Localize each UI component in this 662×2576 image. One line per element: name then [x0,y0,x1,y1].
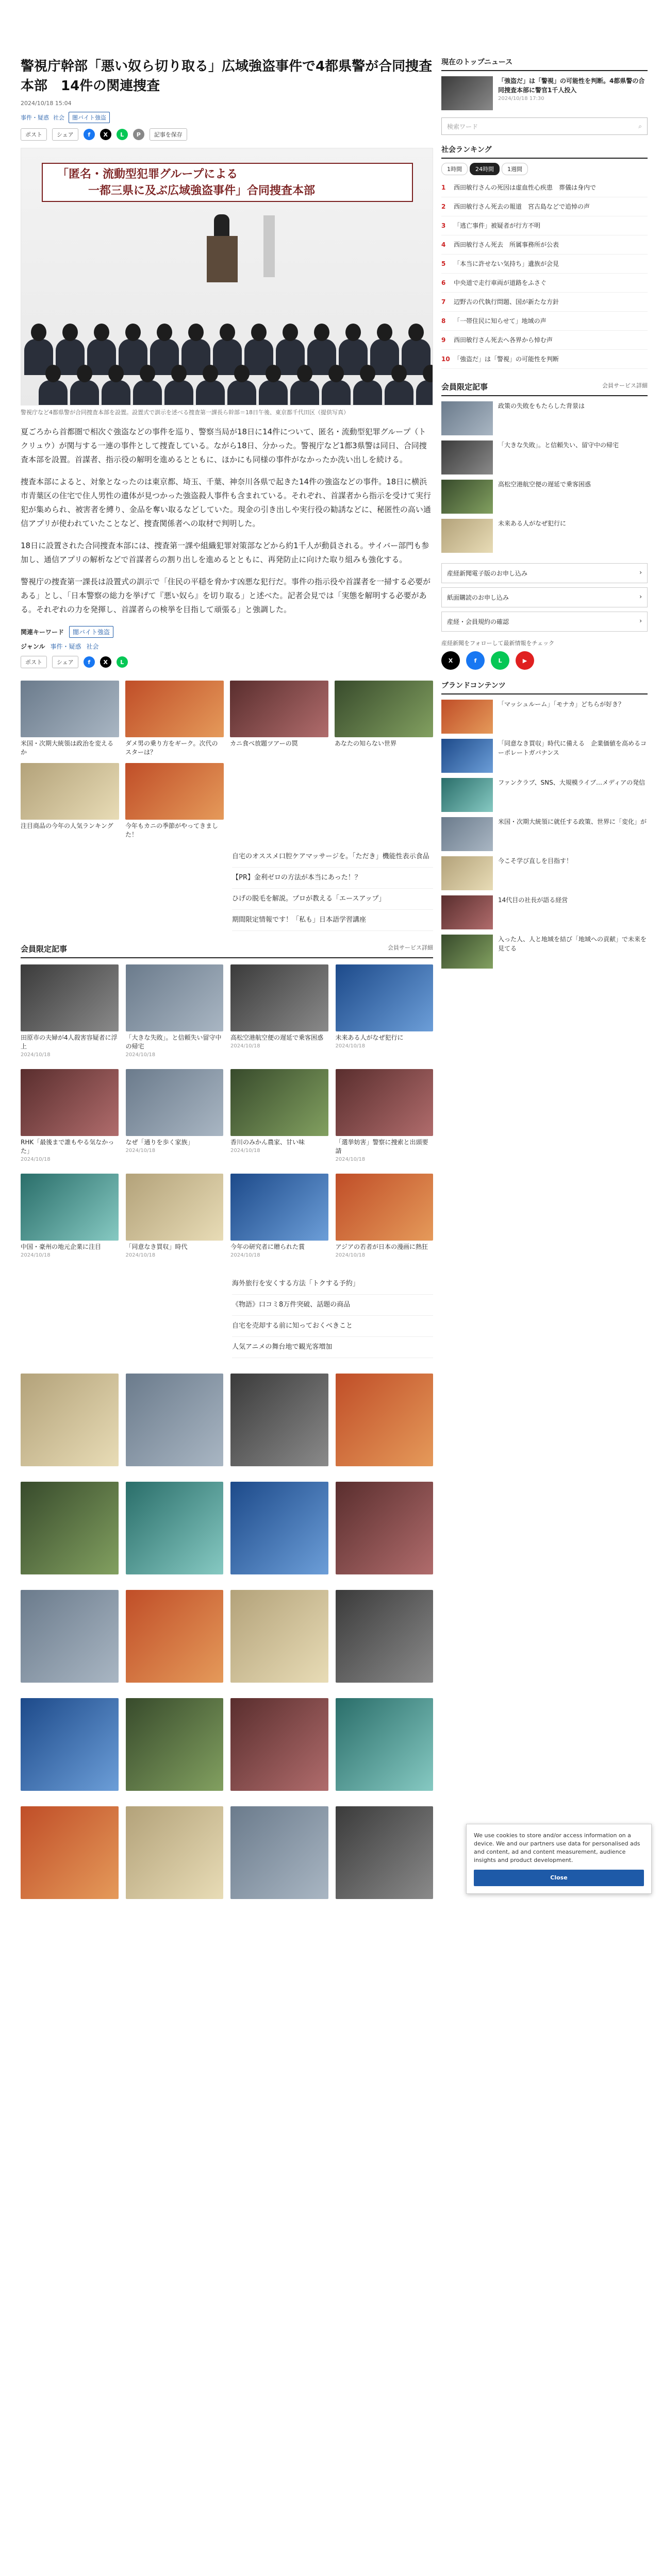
product-grid [21,1374,433,1466]
ranking-item[interactable]: 7 辺野古の代執行問題、国が新たな方針 [441,293,648,312]
member-title: 会員限定記事 [441,382,488,392]
ranking-tab[interactable]: 1週間 [502,163,528,175]
line-icon[interactable]: L [117,129,128,140]
member-heading [441,381,648,396]
line-icon[interactable]: L [117,656,128,668]
rec-caption: 今年の研究者に贈られた賞 [230,1243,305,1250]
article-meta [21,100,433,107]
product-grid-3 [21,1590,433,1683]
save-article-button[interactable]: 記事を保存 [150,128,187,141]
rec-date: 2024/10/18 [230,1043,260,1049]
follow-label: 産経新聞をフォローして最新情報をチェック [441,640,555,647]
category-link-2[interactable]: 社会 [53,114,64,121]
recommended-row-2 [21,1069,433,1162]
article-body [21,425,433,617]
brand-card[interactable]: 「同意なき買収」時代に備える 企業価値を高めるコーポレートガバナンス [441,739,648,773]
ranking-item[interactable]: 6 中央道で走行車両が道路をふさぐ [441,274,648,293]
hero-banner [42,163,413,202]
rec-card[interactable] [21,964,119,1058]
recommended-more-link[interactable]: 会員サービス詳細 [388,944,433,951]
product-thumb[interactable] [21,1698,119,1791]
banner-line-1: 「匿名・流動型犯罪グループによる [57,167,238,181]
rec-caption: 「選挙妨害」警察に捜索と出頭要請 [335,1139,428,1155]
audience-head [345,324,361,341]
audience-head [77,365,92,382]
post-button-bottom[interactable]: ポスト [21,656,47,668]
related-thumb [125,763,224,820]
top-news-card[interactable] [441,76,648,110]
facebook-icon[interactable]: f [84,129,95,140]
paragraph-3: 18日に設置された合同捜査本部には、捜査第一課や組織犯罪対策部などから約1千人が動員される。サイバー部門も参加し、通信アプリの解析などで首謀者らの割り出しを進めるとともに、再発防止に向けた取り組みも強化する。 [21,541,429,564]
text-list-item[interactable]: 海外旅行を安くする方法「トクする予約」 [232,1274,433,1295]
audience-head [125,324,141,341]
member-card[interactable]: 「大きな失敗」。と信頼失い、留守中の帰宅 [441,440,648,474]
related-thumb [125,681,224,737]
product-thumb[interactable] [21,1374,119,1466]
ranking-list [441,178,648,369]
share-button-bottom[interactable]: シェア [52,656,78,668]
related-item[interactable] [21,763,119,839]
x-icon[interactable]: X [100,656,111,668]
text-ad-item[interactable]: 自宅のオススメ口腔ケアマッサージを。「ただき」機能性表示食品 [232,846,433,868]
post-button[interactable]: ポスト [21,128,47,141]
text-ad-item[interactable]: ひげの脱毛を解説。プロが教える「エースアップ」 [232,889,433,910]
brand-card[interactable]: 14代目の社長が語る経営 [441,895,648,929]
ranking-tab[interactable]: 24時間 [470,163,500,175]
genre-label: ジャンル [21,643,45,650]
audience-body [322,380,351,405]
related-item[interactable] [125,681,224,757]
audience-head [108,365,124,382]
audience-body [164,380,193,405]
related-caption: ダメ男の乗り方をギーク。次代のスターは？ [125,740,218,756]
top-news-date: 2024/10/18 17:30 [498,96,544,101]
print-icon[interactable]: P [133,129,144,140]
ranking-item[interactable]: 3 「逃亡事件」被疑者が行方不明 [441,216,648,235]
rec-caption: 高松空港航空便の遅延で乗客困惑 [230,1034,324,1041]
top-news-title: 「強盗だ」は「警視」の可能性を判断。4都県警の合同捜査本部に警官1千人投入 [498,77,645,94]
product-thumb[interactable] [336,1698,434,1791]
rec-caption: 未来ある人がなぜ犯行に [335,1034,404,1041]
related-thumb [230,681,328,737]
text-ad-item[interactable]: 【PR】金利ゼロの方法が本当にあった！？ [232,868,433,889]
recommended-row-1 [21,964,433,1058]
related-caption: 注目商品の今年の人気ランキング [21,822,113,829]
x-icon[interactable]: X [100,129,111,140]
rec-card[interactable] [126,964,224,1058]
sidebar-link[interactable]: 紙面購読のお申し込み › [441,587,648,607]
banner-line-2: 一都三県に及ぶ広域強盗事件」合同捜査本部 [88,184,316,197]
paragraph-1: 夏ごろから首都圏で相次ぐ強盗などの事件を巡り、警察当局が18日に14件について、匿名・流動型犯罪グループ（トクリュウ）が関与する一連の事件として捜査している。ながら18日、分かった。警視庁など1都3県警は同日、合同捜査本部を設置。首謀者、指示役の解明を進めるとともに、ほかにも同様の事件がなかったか洗い出しを続ける。 [21,427,427,464]
hero-photo [21,148,433,405]
related-thumb [335,681,433,737]
rec-caption: RHK「最後まで誰もやる気なかった」 [21,1139,114,1155]
related-caption: 今年もカニの季節がやってきました！ [125,822,219,838]
product-thumb[interactable] [230,1698,328,1791]
audience-body [385,380,413,405]
text-list-item[interactable]: 自宅を売却する前に知っておくべきこと [232,1316,433,1337]
article-date: 2024/10/18 15:04 [21,100,72,107]
facebook-icon[interactable]: f [84,656,95,668]
product-thumb[interactable] [126,1374,224,1466]
audience-head [45,365,61,382]
recommended-row-3 [21,1174,433,1258]
rec-card[interactable] [336,1069,434,1162]
rec-date: 2024/10/18 [335,1252,366,1258]
share-bar [21,128,433,141]
audience-head [360,365,375,382]
product-thumb[interactable] [336,1806,434,1899]
rec-caption: アジアの若者が日本の漫画に熱狂 [335,1243,428,1250]
audience-body [196,380,225,405]
related-caption: カニ食べ放題ツアーの罠 [230,740,298,747]
member-card[interactable]: 政策の失敗をもたらした背景は [441,401,648,435]
sidebar-link[interactable]: 産経・会員規約の確認 › [441,612,648,632]
ranking-item[interactable]: 1 西田敏行さんの死因は虚血性心疾患 葬儀は身内で [441,178,648,197]
flag-stand [263,215,275,277]
cookie-banner [466,1824,652,1894]
sns-row [441,651,648,670]
related-item[interactable] [230,681,328,757]
ranking-item[interactable]: 2 西田敏行さん死去の報道 宮古島などで追悼の声 [441,197,648,216]
main-column [21,57,433,1899]
recommended-heading [21,943,433,958]
article-tag[interactable]: 闇バイト強盗 [69,112,110,123]
related-item[interactable] [335,681,433,757]
ranking-heading: 社会ランキング [441,144,648,159]
rec-caption: 田原市の夫婦が4人殺害容疑者に浮上 [21,1034,118,1050]
rec-date: 2024/10/18 [125,1052,156,1058]
product-thumb[interactable] [21,1806,119,1899]
keyword-label: 関連キーワード [21,629,64,636]
rec-card[interactable] [126,1174,224,1258]
related-grid [21,681,433,839]
ranking-item[interactable]: 8 「一帯住民に知らせて」地域の声 [441,312,648,331]
product-grid-4 [21,1698,433,1791]
product-thumb[interactable] [230,1590,328,1683]
paragraph-2: 捜査本部によると、対象となったのは東京都、埼玉、千葉、神奈川各県で起きた14件の強盗などの事件。18日に横浜市青葉区の住宅で住人男性の遺体が見つかった強盗殺人事件も含まれている。それぞれ、首謀者から指示を受けて実行犯が集められ、被害者を縛り、金品を奪い取るなどしていた。現金の引き出しや実行役の勧誘などに、秘匿性の高い通信アプリが使われていたことなど、捜査関係者への取材で判明した。 [21,477,431,528]
ranking-item[interactable]: 5 「本当に許せない気持ち」遺族が会見 [441,255,648,274]
ranking-item[interactable]: 4 西田敏行さん死去 所属事務所が公表 [441,235,648,255]
recommended-title: 会員限定記事 [21,944,68,954]
sidebar-links [441,563,648,632]
genre-link-1[interactable]: 事件・疑惑 [50,643,81,650]
rec-date: 2024/10/18 [125,1252,156,1258]
cookie-close-button[interactable]: Close [474,1870,644,1886]
audience-head [251,324,267,341]
ranking-item[interactable]: 9 西田敏行さん死去へ各界から悼む声 [441,331,648,350]
rec-date: 2024/10/18 [335,1043,366,1049]
product-thumb[interactable] [336,1374,434,1466]
rec-caption: 中国・豪州の地元企業に注目 [21,1243,102,1250]
ranking-item[interactable]: 10 「強盗だ」は「警視」の可能性を判断 [441,350,648,369]
audience-body [227,380,256,405]
text-ad-item[interactable]: 期間限定情報です！「私も」日本語学習講座 [232,910,433,931]
audience-head [328,365,344,382]
related-item[interactable] [21,681,119,757]
sidebar-link[interactable]: 産経新聞電子版のお申し込み › [441,563,648,583]
audience [21,303,433,405]
product-thumb[interactable] [126,1806,224,1899]
rec-card[interactable] [336,964,434,1058]
related-caption: 米国・次期大統領は政治を変えるか [21,740,114,756]
recommended-section [21,943,433,1258]
product-grid-5 [21,1806,433,1899]
audience-head [391,365,407,382]
related-thumb [21,681,119,737]
podium [207,236,238,282]
product-thumb[interactable] [230,1806,328,1899]
related-item[interactable] [125,763,224,839]
audience-head [408,324,424,341]
product-thumb[interactable] [336,1482,434,1574]
top-news-heading: 現在のトップニュース [441,57,648,71]
rec-card[interactable] [336,1174,434,1258]
brand-card[interactable]: 米国・次期大統領に就任する政策、世界に「変化」が [441,817,648,851]
text-list-item[interactable]: 《物語》口コミ8万件突破、話題の商品 [232,1295,433,1316]
keyword-tag[interactable]: 闇バイト強盗 [69,626,113,638]
rec-date: 2024/10/18 [230,1148,260,1154]
rec-card[interactable] [230,1069,328,1162]
rec-caption: 香川のみかん農家、甘い味 [230,1139,305,1146]
audience-head [377,324,392,341]
category-row [21,112,433,123]
rec-card[interactable] [230,964,328,1058]
genre-link-2[interactable]: 社会 [86,643,99,650]
text-list-item[interactable]: 人気アニメの舞台地で観光客増加 [232,1337,433,1358]
facebook-icon[interactable]: f [466,651,485,670]
sidebar [441,57,648,969]
rec-date: 2024/10/18 [125,1148,156,1154]
rec-card[interactable] [21,1174,119,1258]
share-button[interactable]: シェア [52,128,78,141]
rec-caption: 「同意なき買収」時代 [125,1243,188,1250]
rec-caption: なぜ「通りを歩く家族」 [125,1139,194,1146]
product-grid-2 [21,1482,433,1574]
rec-date: 2024/10/18 [21,1157,51,1162]
audience-body [353,380,382,405]
rec-date: 2024/10/18 [230,1252,260,1258]
ranking-tabs [441,163,648,175]
brand-card[interactable]: 今こそ学び直しを目指す！ [441,856,648,890]
rec-card[interactable] [126,1069,224,1162]
member-card[interactable]: 高松空港航空便の遅延で乗客困惑 [441,480,648,514]
audience-head [171,365,187,382]
audience-head [62,324,78,341]
audience-head [314,324,329,341]
rec-date: 2024/10/18 [21,1252,51,1258]
audience-head [423,365,433,382]
member-more-link[interactable]: 会員サービス詳細 [602,382,648,389]
youtube-icon[interactable]: ▶ [516,651,534,670]
photo-caption: 警視庁など4都県警が合同捜査本部を設置。設置式で訓示を述べる捜査第一課長ら幹部＝18日午後、東京都千代田区（提供写真） [21,409,349,416]
related-thumb [21,763,119,820]
brand-card[interactable]: 「マッシュルーム」「モナカ」どちらが好き？ [441,700,648,734]
related-caption: あなたの知らない世界 [335,740,397,747]
more-text-list [21,1274,433,1358]
ranking-tab[interactable]: 1時間 [441,163,468,175]
audience-head [203,365,218,382]
cookie-text: We use cookies to store and/or access information on a device. We and our partners use data for personalised ads and content, ad and content measurement, audience insights and product development. [474,1832,640,1863]
genre-row [21,642,433,651]
product-thumb[interactable] [21,1482,119,1574]
audience-head [297,365,312,382]
search-input[interactable] [441,117,648,135]
audience-body [39,380,68,405]
audience-head [188,324,204,341]
rec-date: 2024/10/18 [21,1052,51,1058]
member-card[interactable]: 未来ある人がなぜ犯行に [441,519,648,553]
audience-head [266,365,281,382]
product-thumb[interactable] [126,1590,224,1683]
rec-card[interactable] [21,1069,119,1162]
product-thumb[interactable] [230,1482,328,1574]
audience-body [102,380,130,405]
line-icon[interactable]: L [491,651,509,670]
top-news-thumb [441,76,493,110]
brand-card[interactable]: ファンクラブ、SNS、大規模ライブ…メディアの発信 [441,778,648,812]
paragraph-4: 警視庁の捜査第一課長は設置式の訓示で「住民の平穏を脅かす凶悪な犯行だ。事件の指示役や首謀者を一掃する必要がある」とし、「日本警察の総力を挙げて『悪い奴ら』を切り取る」と述べた。記者会見では「実態を解明する必要がある。それぞれの力を発揮し、首謀者らの検挙を目指して頑張る」と強調した。 [21,577,431,614]
search-icon[interactable]: ⌕ [638,122,642,130]
audience-body [290,380,319,405]
mid-text-ads [21,846,433,931]
speaker-figure [214,214,229,238]
rec-caption: 「大きな失敗」。と信頼失い留守中の帰宅 [125,1034,222,1050]
keyword-row [21,626,433,638]
product-thumb[interactable] [126,1482,224,1574]
rec-date: 2024/10/18 [335,1157,366,1162]
audience-body [416,380,433,405]
brand-card[interactable]: 入った人、人と地域を結び「地域への貢献」で未来を見てる [441,935,648,969]
article-title: 警視庁幹部「悪い奴ら切り取る」広域強盗事件で4都県警が合同捜査本部 14件の関連捜査 [21,59,433,94]
audience-body [259,380,288,405]
audience-body [70,380,99,405]
brand-heading: ブランドコンテンツ [441,680,648,694]
audience-head [94,324,109,341]
product-thumb[interactable] [336,1590,434,1683]
share-bar-bottom [21,656,433,668]
audience-head [283,324,298,341]
x-icon[interactable]: X [441,651,460,670]
category-link-1[interactable]: 事件・疑惑 [21,114,49,121]
product-thumb[interactable] [21,1590,119,1683]
product-thumb[interactable] [230,1374,328,1466]
search-placeholder: 検索ワード [447,123,478,130]
audience-head [157,324,172,341]
rec-card[interactable] [230,1174,328,1258]
audience-head [220,324,235,341]
audience-head [140,365,155,382]
audience-body [133,380,162,405]
audience-head [31,324,46,341]
product-thumb[interactable] [126,1698,224,1791]
audience-head [234,365,250,382]
